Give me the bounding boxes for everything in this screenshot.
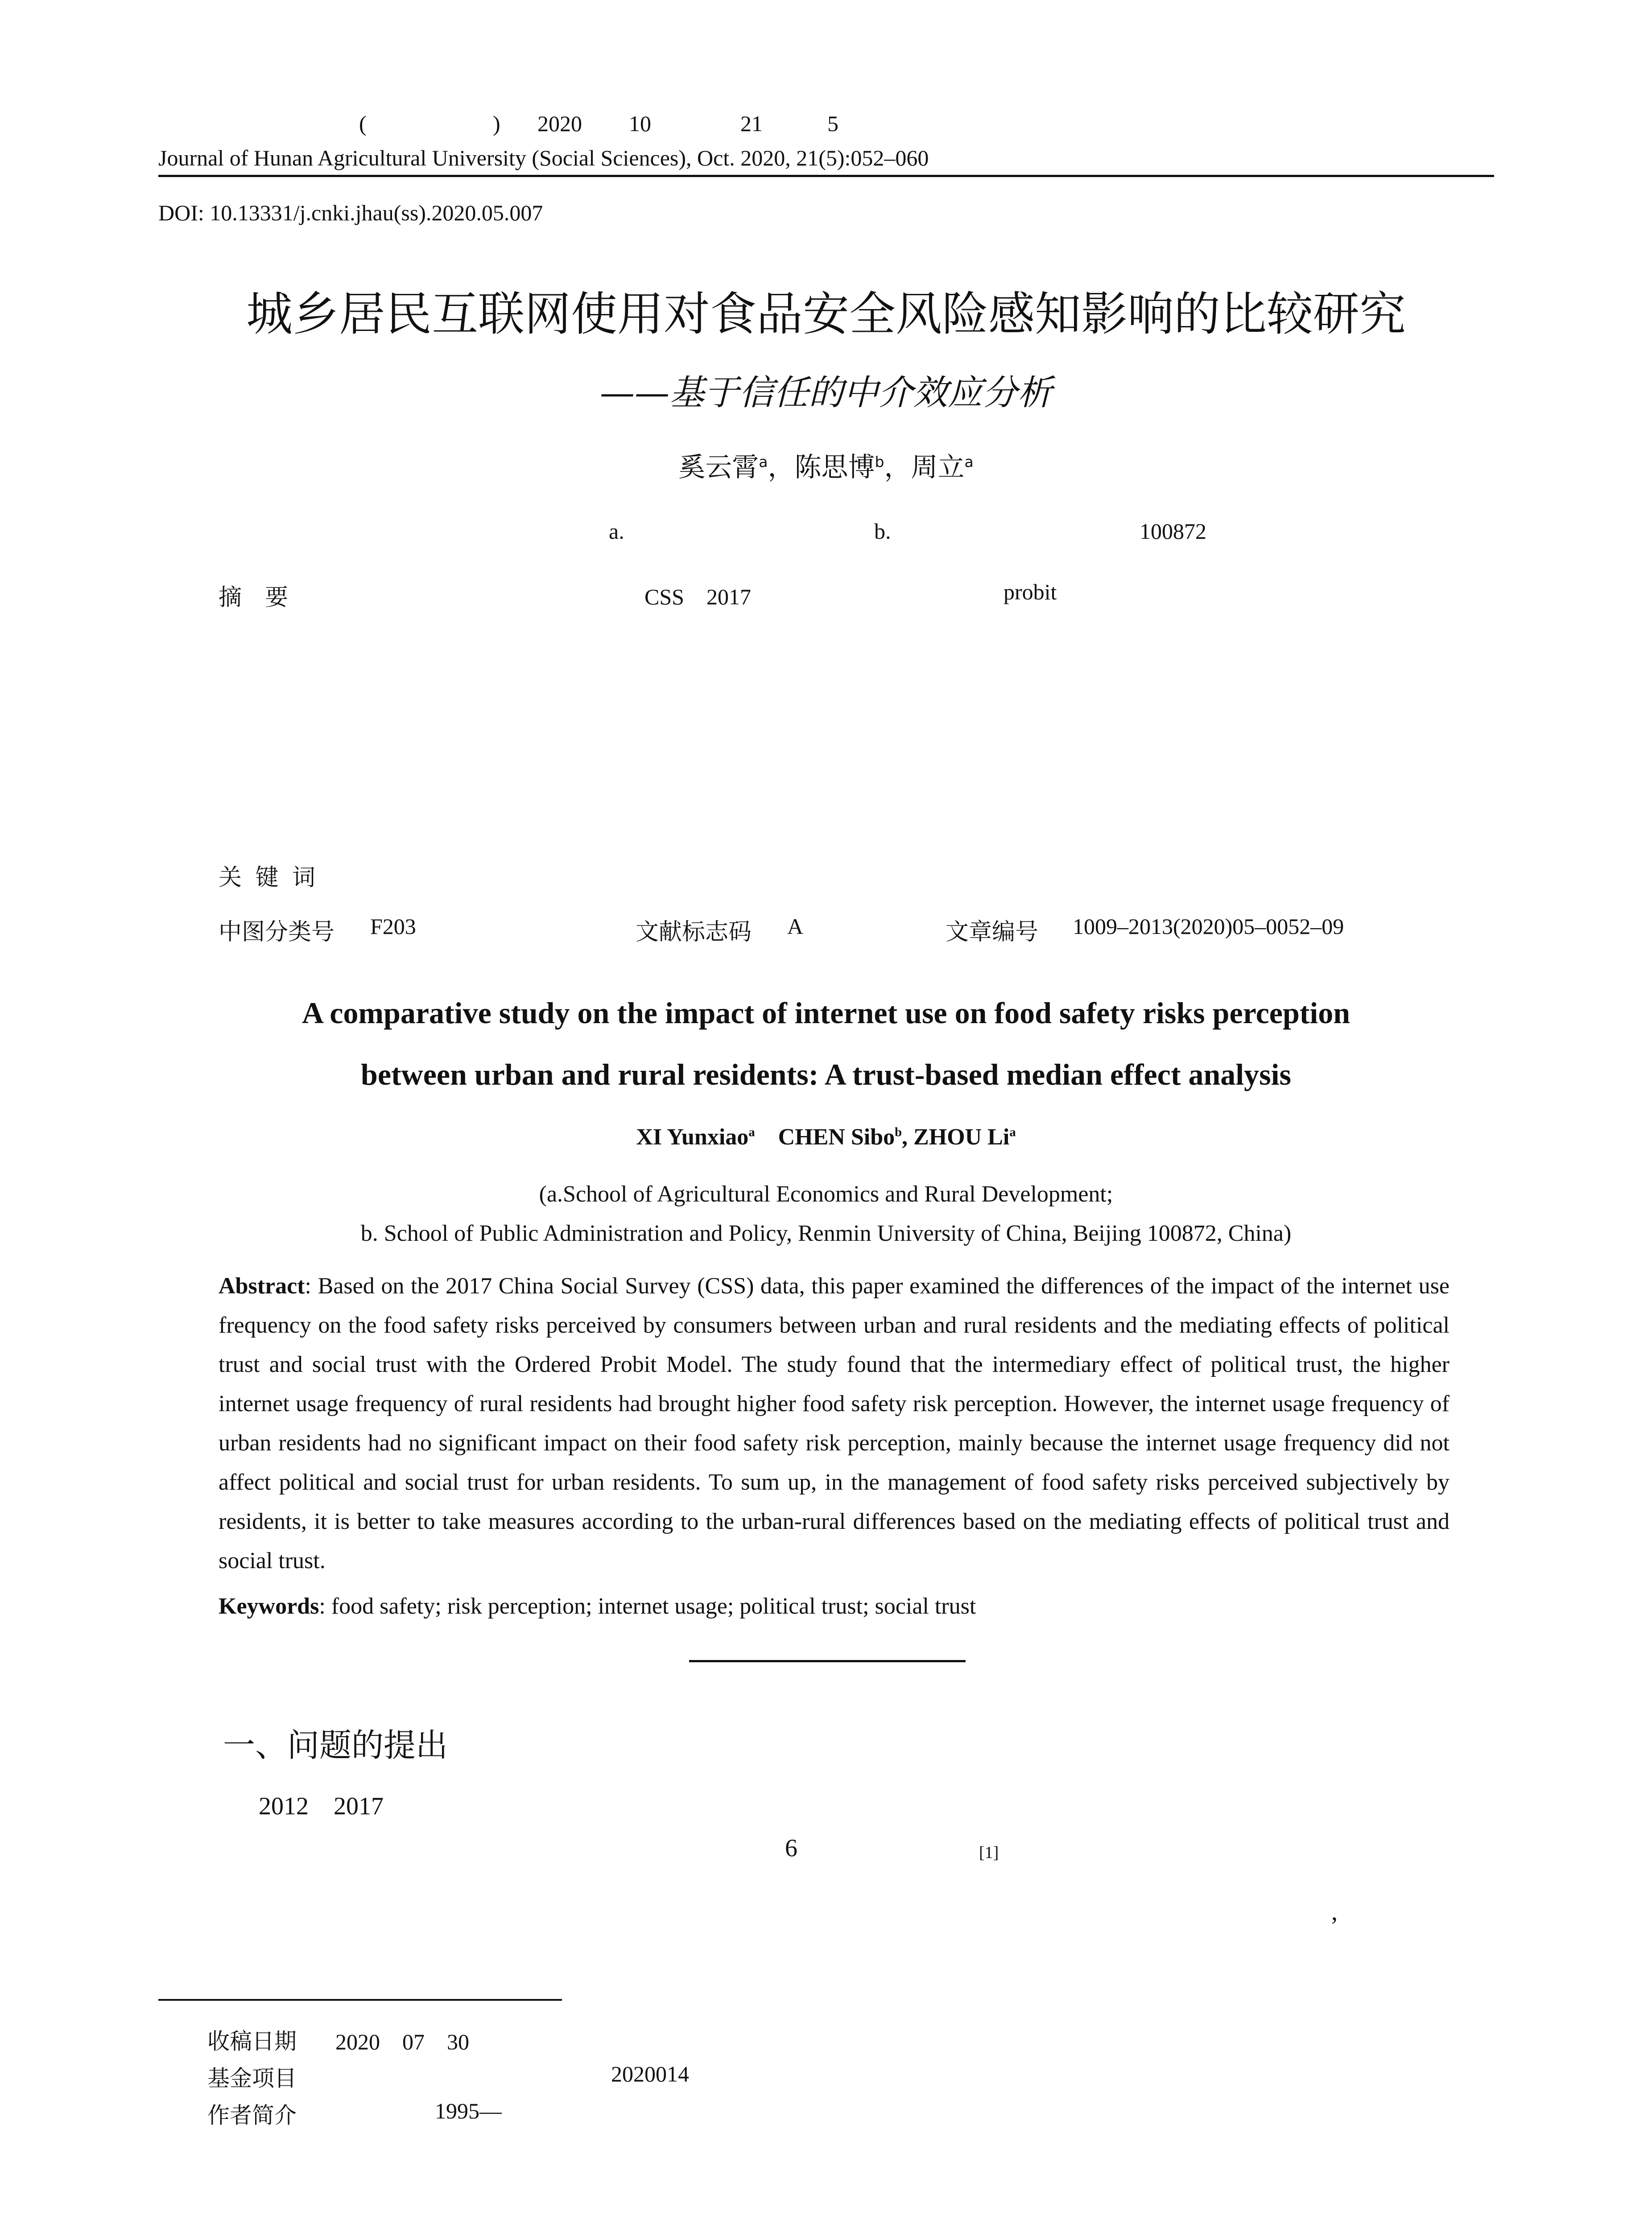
abstract-cn-label: 摘 要 (219, 584, 289, 611)
header-paren-close: ) (493, 111, 500, 136)
section-separator (689, 1660, 966, 1662)
footnote-author-label: 作者简介 (207, 2102, 297, 2128)
authors-cn (0, 446, 1652, 484)
footnote-rule (158, 1999, 562, 2001)
article-no-label: 文章编号 (946, 919, 1039, 946)
abstract-en (219, 1267, 1450, 1581)
header-paren-open: ( (359, 111, 367, 136)
body-number-6: 6 (785, 1834, 797, 1862)
doc-code-value: A (787, 914, 804, 939)
title-cn: 城乡居民互联网使用对食品安全风险感知影响的比较研究 (246, 287, 1406, 341)
affiliation-en-line2: b. School of Public Administration and Policy, Renmin University of China, Beijing 100872, China) (360, 1221, 1292, 1246)
clc-label: 中图分类号 (219, 919, 335, 946)
body-years: 2012 2017 (259, 1792, 384, 1820)
subtitle-cn: ——基于信任的中介效应分析 (599, 373, 1052, 413)
header-issue: 5 (827, 111, 838, 136)
affil-cn-postcode: 100872 (1140, 519, 1206, 544)
doc-code-label: 文献标志码 (636, 919, 752, 946)
journal-line: Journal of Hunan Agricultural University (Social Sciences), Oct. 2020, 21(5):052–060 (158, 145, 929, 170)
header-year: 2020 (537, 111, 582, 136)
keywords-cn-label: 关 键 词 (219, 864, 316, 891)
abstract-cn-probit: probit (1004, 579, 1057, 604)
body-comma: , (1331, 1898, 1338, 1926)
body-reference-1: [1] (979, 1843, 999, 1862)
title-en-line1: A comparative study on the impact of internet use on food safety risks perception (301, 996, 1351, 1030)
footnote-author-value: 1995— (435, 2098, 502, 2123)
keywords-en (219, 1593, 976, 1619)
author-cn-2: 陈思博$^b$， (794, 452, 911, 483)
author-en-2: CHEN Sibo$^b$ (778, 1124, 902, 1150)
author-cn-1: 奚云霄$^a$， (678, 452, 795, 483)
author-en-1: XI Yunxiao$^a$ (636, 1124, 755, 1150)
clc-value: F203 (370, 914, 416, 939)
keywords-en-text: : food safety; risk perception; internet usage; political trust; social trust (319, 1594, 976, 1619)
footnote-fund-label: 基金项目 (207, 2065, 297, 2091)
section-heading: 一、问题的提出 (223, 1726, 448, 1764)
affil-cn-b: b. (874, 519, 891, 544)
article-no-value: 1009–2013(2020)05–0052–09 (1073, 914, 1344, 939)
header-rule (158, 175, 1494, 177)
header-month: 10 (629, 111, 651, 136)
title-en-line2: between urban and rural residents: A trust-based median effect analysis (361, 1057, 1291, 1091)
authors-en (0, 1124, 1652, 1150)
header-volume: 21 (740, 111, 763, 136)
footnote-fund-value: 2020014 (611, 2061, 689, 2086)
abstract-en-text: : Based on the 2017 China Social Survey (CSS) data, this paper examined the differences of the impact of the internet use frequency on the food safety risks perceived by consumers between urban and rural residents and the mediating effects of political trust and social trust with the Ordered Probit Model. The study found that the intermediary effect of political trust, the higher internet usage frequency of rural residents had brought higher food safety risk perception. However, the internet usage frequency of urban residents had no significant impact on their food safety risk perception, mainly because the internet usage frequency did not affect political and social trust for urban residents. To sum up, in the management of food safety risks perceived subjectively by residents, it is better to take measures according to the urban-rural differences based on the mediating effects of political trust and social trust. (219, 1273, 1450, 1573)
affiliation-en-line1: (a.School of Agricultural Economics and Rural Development; (539, 1181, 1113, 1207)
author-cn-3: 周立$^a$ (911, 452, 974, 483)
abstract-cn-css: CSS 2017 (644, 584, 751, 609)
doi: DOI: 10.13331/j.cnki.jhau(ss).2020.05.007 (158, 200, 543, 225)
footnote-received-value: 2020 07 30 (335, 2029, 469, 2054)
abstract-en-label: Abstract (219, 1273, 305, 1299)
author-en-3: , ZHOU Li$^a$ (902, 1124, 1016, 1150)
keywords-en-label: Keywords (219, 1594, 319, 1619)
affil-cn-a: a. (609, 519, 624, 544)
footnote-received-label: 收稿日期 (207, 2028, 297, 2054)
